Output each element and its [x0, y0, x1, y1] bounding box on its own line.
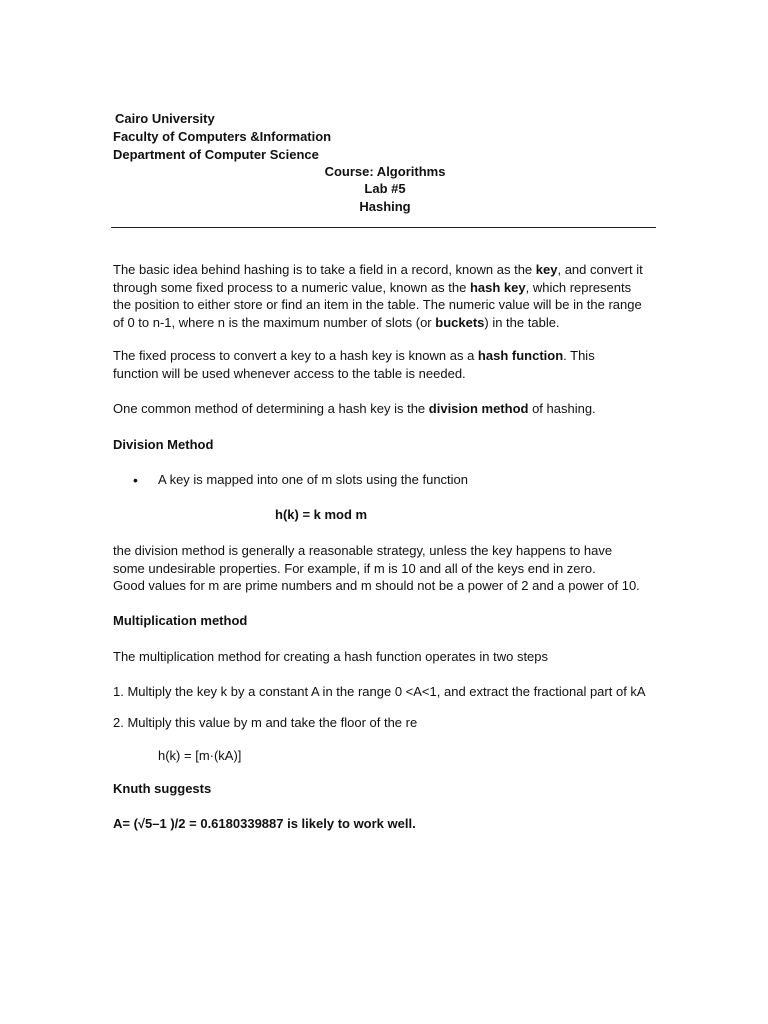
intro-paragraph — [113, 261, 643, 331]
term-division-method: division method — [428, 401, 529, 416]
bullet-marker: • — [133, 472, 138, 488]
p2-text-a: The fixed process to convert a key to a hash key is known as a — [113, 348, 478, 363]
university-name: Cairo University — [115, 111, 215, 126]
intro-text-d: ) in the table. — [484, 314, 560, 330]
division-bullet: A key is mapped into one of m slots using the function — [158, 472, 469, 487]
term-hash-key: hash key — [469, 279, 526, 295]
term-hash-function: hash function — [477, 348, 564, 363]
department-name: Department of Computer Science — [113, 147, 319, 162]
multiplication-step-2: 2. Multiply this value by m and take the floor of the re — [113, 715, 418, 730]
term-buckets: buckets — [435, 314, 485, 330]
term-key: key — [535, 262, 558, 277]
hash-function-paragraph — [113, 347, 643, 382]
course-title: Course: Algorithms — [324, 164, 446, 179]
knuth-constant: A= (√5–1 )/2 = 0.6180339887 is likely to work well. — [113, 816, 416, 831]
multiplication-step-1: 1. Multiply the key k by a constant A in the range 0 <A<1, and extract the fractional part of kA — [113, 684, 646, 699]
division-heading: Division Method — [113, 437, 214, 452]
multiplication-heading: Multiplication method — [113, 613, 248, 628]
intro-text-b: , and convert it through some fixed process to a numeric value, known as the — [113, 262, 643, 295]
division-intro-paragraph — [113, 400, 643, 418]
p3-text-b: of hashing. — [528, 401, 596, 416]
faculty-name: Faculty of Computers &Information — [113, 129, 332, 144]
intro-text-a: The basic idea behind hashing is to take a field in a record, known as the — [113, 262, 536, 277]
lab-number: Lab #5 — [364, 181, 406, 196]
division-explanation: the division method is generally a reasonable strategy, unless the key happens to have some undesirable properties. For example, if m is 10 and all of the keys end in zero. — [113, 543, 613, 576]
division-good-values: Good values for m are prime numbers and m should not be a power of 2 and a power of 10. — [113, 578, 640, 593]
p2-text-b: . This function will be used whenever access to the table is needed. — [113, 348, 595, 381]
p3-text-a: One common method of determining a hash key is the — [113, 401, 429, 416]
intro-text-c: , which represents the position to either store or find an item in the table. The numeric value will be in the range of 0 to n-1, where n is the maximum number of slots (or — [113, 279, 642, 330]
knuth-heading: Knuth suggests — [113, 781, 212, 796]
division-formula: h(k) = k mod m — [275, 507, 368, 522]
header-divider — [111, 227, 656, 228]
lab-topic: Hashing — [359, 199, 411, 214]
multiplication-formula: h(k) = [m·(kA)] — [158, 748, 242, 763]
multiplication-intro: The multiplication method for creating a hash function operates in two steps — [113, 649, 549, 664]
